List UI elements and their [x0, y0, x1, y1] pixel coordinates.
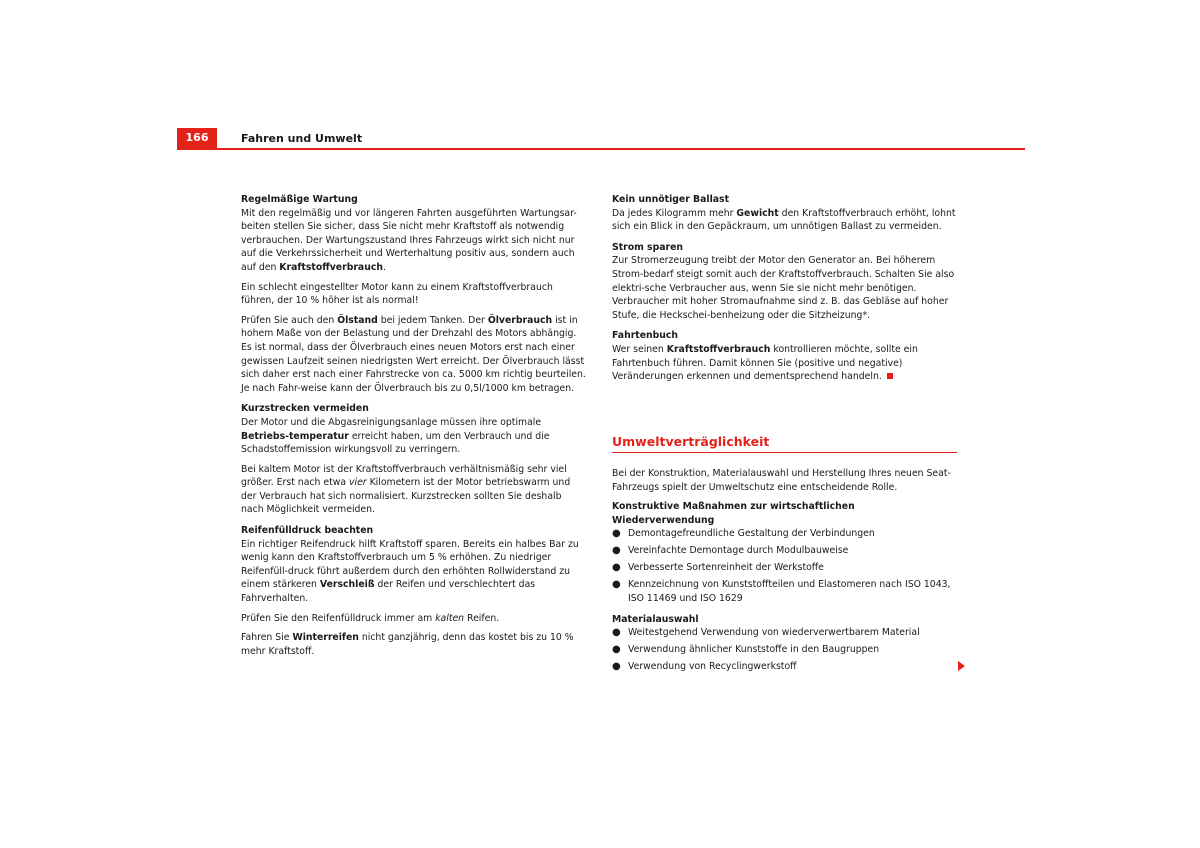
paragraph-wartung-3	[241, 314, 586, 396]
paragraph-wartung-2	[241, 281, 586, 308]
list-materialauswahl	[612, 626, 957, 674]
paragraph-kurzstrecken-1	[241, 416, 586, 457]
bullet-icon: ●	[612, 627, 621, 639]
text-run: Prüfen Sie den Reifenfülldruck immer am	[241, 612, 436, 624]
bold-text: Kraftstoffverbrauch	[279, 261, 383, 273]
section-title-umweltvertraeglichkeit: Umweltverträglichkeit	[612, 433, 957, 453]
text-run: der Reifen und verschlechtert das Fahrverhalten.	[241, 579, 536, 605]
paragraph-fahrtenbuch	[612, 343, 957, 384]
text-run: kontrollieren möchte, sollte ein Fahrtenbuch führen. Damit können Sie (positive und negative) Veränderungen erkennen und dementsprechend handeln.	[612, 343, 918, 383]
bullet-icon: ●	[612, 644, 621, 656]
bold-text: Kraftstoffverbrauch	[666, 343, 771, 355]
list-item	[612, 527, 957, 541]
page-number: 166	[177, 128, 217, 148]
paragraph-umwelt-intro	[612, 467, 957, 494]
bullet-icon: ●	[612, 545, 621, 557]
list-item	[612, 544, 957, 558]
text-run: bei jedem Tanken. Der	[377, 314, 488, 326]
paragraph-wartung-1	[241, 207, 586, 275]
right-column-upper	[612, 193, 957, 390]
text-run: .	[382, 261, 386, 273]
heading-konstruktive-massnahmen: Konstruktive Maßnahmen zur wirtschaftlichen Wiederverwendung	[612, 501, 855, 526]
text-run: Da jedes Kilogramm mehr	[612, 207, 737, 219]
list-item-text: Verbesserte Sortenreinheit der Werkstoffe	[628, 562, 824, 574]
paragraph-reifen-1	[241, 538, 586, 606]
paragraph-reifen-2	[241, 612, 586, 626]
text-run: ist in hohem Maße von der Belastung und der Drehzahl des Motors abhängig. Es ist normal, dass der Ölverbrauch eines neuen Motors erst nach einer gewissen Laufzeit seinen niedrigsten Wert erreicht. Der Ölverbrauch lässt sich daher erst nach einer Fahrstrecke von ca. 5000 km richtig beurteilen. Je nach Fahr-weise kann der Ölverbrauch bis zu 0,5l/1000 km betragen.	[241, 314, 586, 394]
left-column	[241, 193, 586, 664]
text-run: Bei kaltem Motor ist der Kraftstoffverbrauch verhältnismäßig sehr viel größer. Erst nach etwa	[241, 463, 567, 489]
text-run: Ein schlecht eingestellter Motor kann zu einem Kraftstoffverbrauch führen, der 10 % höher ist als normal!	[241, 281, 553, 307]
bold-text: Winterreifen	[292, 632, 359, 644]
list-item	[612, 578, 957, 605]
paragraph-reifen-3	[241, 631, 586, 658]
paragraph-fahrtenbuch-text	[612, 344, 918, 382]
bold-text: Betriebs-temperatur	[241, 430, 349, 442]
paragraph-ballast	[612, 207, 957, 234]
italic-text: kalten	[435, 612, 465, 624]
text-run: Fahren Sie	[241, 632, 293, 644]
text-run: Prüfen Sie auch den	[241, 314, 338, 326]
red-triangle-continue-icon	[958, 661, 965, 671]
heading-strom-sparen: Strom sparen	[612, 241, 684, 253]
bullet-icon: ●	[612, 528, 621, 540]
text-run: den Kraftstoffverbrauch erhöht, lohnt sich ein Blick in den Gepäckraum, um unnötigen Ballast zu vermeiden.	[612, 207, 956, 233]
header-rule	[177, 148, 1025, 150]
heading-reifenfuelldruck: Reifenfülldruck beachten	[241, 525, 374, 537]
bullet-icon: ●	[612, 661, 621, 673]
italic-text: vier	[348, 477, 367, 489]
bullet-icon: ●	[612, 579, 621, 591]
text-run: Reifen.	[464, 612, 500, 624]
list-item	[612, 660, 957, 674]
list-konstruktive-massnahmen	[612, 527, 957, 605]
paragraph-kurzstrecken-2	[241, 463, 586, 517]
list-item-text: Demontagefreundliche Gestaltung der Verbindungen	[628, 528, 875, 540]
list-item-text: Weitestgehend Verwendung von wiederverwertbarem Material	[628, 627, 920, 639]
text-run: nicht ganzjährig, denn das kostet bis zu 10 % mehr Kraftstoff.	[241, 632, 574, 657]
bold-text: Ölstand	[337, 314, 378, 326]
heading-kurzstrecken: Kurzstrecken vermeiden	[241, 403, 369, 415]
list-item	[612, 643, 957, 657]
page-header	[177, 128, 1025, 150]
bullet-icon: ●	[612, 562, 621, 574]
text-run: Wer seinen	[612, 343, 667, 355]
text-run: Mit den regelmäßig und vor längeren Fahrten ausgeführten Wartungsar-beiten stellen Sie sicher, dass Sie nicht mehr Kraftstoff als notwendig verbrauchen. Der Wartungszustand Ihres Fahrzeugs wirkt sich nicht nur auf die Verkehrssicherheit und Werterhaltung positiv aus, sondern auch auf den	[241, 207, 577, 273]
red-square-end-icon	[887, 373, 893, 379]
heading-ballast: Kein unnötiger Ballast	[612, 194, 730, 205]
list-item-text: Verwendung ähnlicher Kunststoffe in den Baugruppen	[628, 644, 880, 656]
heading-fahrtenbuch: Fahrtenbuch	[612, 330, 679, 342]
list-item-text: Kennzeichnung von Kunststoffteilen und Elastomeren nach ISO 1043, ISO 11469 und ISO 1629	[628, 579, 951, 604]
bold-text: Gewicht	[736, 207, 779, 219]
list-item	[612, 561, 957, 575]
text-run: Bei der Konstruktion, Materialauswahl und Herstellung Ihres neuen Seat-Fahrzeugs spielt der Umweltschutz eine entscheidende Rolle.	[612, 468, 951, 493]
bold-text: Verschleiß	[319, 579, 375, 591]
list-item-text: Vereinfachte Demontage durch Modulbauweise	[628, 545, 849, 557]
chapter-title: Fahren und Umwelt	[241, 132, 363, 145]
right-column-lower	[612, 433, 957, 680]
text-run: erreicht haben, um den Verbrauch und die Schadstoffemission wirkungsvoll zu verringern.	[241, 430, 550, 456]
text-run: Zur Stromerzeugung treibt der Motor den Generator an. Bei höherem Strom-bedarf steigt somit auch der Kraftstoffverbrauch. Schalten Sie also elektri-sche Verbraucher aus, wenn Sie sie nicht mehr benötigen. Verbraucher mit hoher Stromaufnahme sind z. B. das Gebläse auf hoher Stufe, die Heckschei-benheizung oder die Sitzheizung*.	[612, 255, 955, 321]
text-run: Ein richtiger Reifendruck hilft Kraftstoff sparen. Bereits ein halbes Bar zu wenig kann den Kraftstoffverbrauch um 5 % erhöhen. Zu niedriger Reifenfüll-druck führt außerdem durch den erhöhten Rollwiderstand zu einem stärkeren	[241, 538, 579, 591]
text-run: Kilometern ist der Motor betriebswarm und der Verbrauch hat sich normalisiert. Kurzstrecken sollten Sie deshalb nach Möglichkeit vermeiden.	[241, 477, 571, 516]
bold-text: Ölverbrauch	[487, 314, 553, 326]
heading-materialauswahl: Materialauswahl	[612, 613, 699, 625]
list-item	[612, 626, 957, 640]
paragraph-strom-sparen	[612, 254, 957, 322]
heading-regelmaessige-wartung: Regelmäßige Wartung	[241, 194, 358, 205]
text-run: Der Motor und die Abgasreinigungsanlage müssen ihre optimale	[241, 416, 542, 428]
list-item-text: Verwendung von Recyclingwerkstoff	[628, 661, 797, 673]
